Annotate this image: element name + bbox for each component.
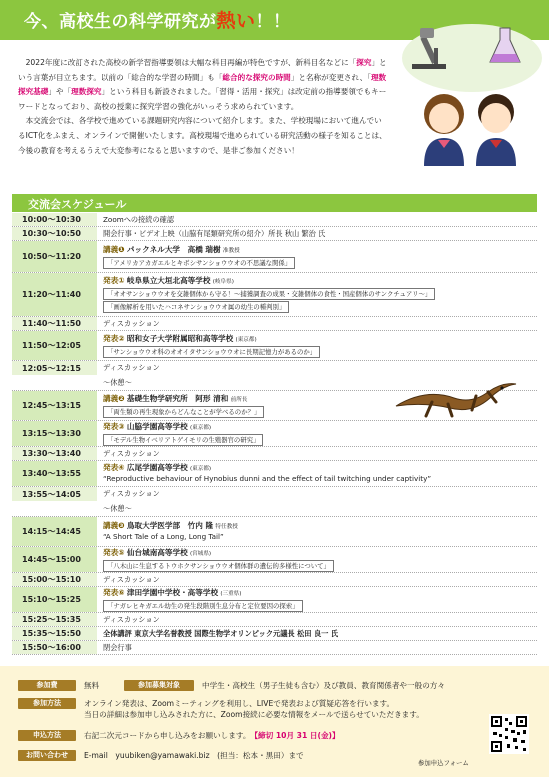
item-topic: 「ナガレヒキガエル幼生の発生段階別生息分布と定位要因の探索」 xyxy=(103,600,303,612)
contact-row xyxy=(18,750,304,761)
contact-text: E-mail yuubiken@yamawaki.biz (担当：松本・黒田）まで xyxy=(84,751,304,760)
students-illustration xyxy=(384,18,542,166)
item-text: ディスカッション xyxy=(103,448,160,458)
fee-row xyxy=(18,680,445,691)
item-body xyxy=(97,273,537,316)
method-line-1: オンライン発表は、Zoomミーティングを利用し、LIVEで発表および質疑応答を行います。 xyxy=(84,699,395,708)
item-org: 山脇学園高等学校 xyxy=(126,421,188,431)
item-topic: 「アメリカアカガエルとキボシサンショウウオの不思議な関係」 xyxy=(103,257,295,269)
schedule-row xyxy=(12,627,537,641)
intro-paragraph-2: 本交流会では、各学校で進めている課題研究内容について紹介します。また、学校現場において進んでいるICT化をふまえ、オンラインで開催いたします。高校現場で進められている研究活動の様子を知ることは、今後の教育を考えるうえで大変参考になると思いますので、是非ご参加ください！ xyxy=(18,116,387,155)
time-cell: 12:45～13:15 xyxy=(12,391,97,420)
schedule-row xyxy=(12,317,537,331)
time-cell: 11:20～11:40 xyxy=(12,273,97,316)
deadline-text: 【締切 10月 31 日(金)】 xyxy=(250,731,340,740)
item-topic: 「モデル生物イベリアトゲイモリの生殖器官の研究」 xyxy=(103,434,263,446)
break-row xyxy=(12,501,537,517)
page-title: 今、高校生の科学研究が熱い！！ xyxy=(24,10,291,32)
item-topic: 「サンショウウオ科のオオイタサンショウウオに長期記憶力があるのか」 xyxy=(103,346,320,358)
item-label: 発表② xyxy=(103,333,125,343)
time-cell: 15:00～15:10 xyxy=(12,573,97,586)
schedule-row xyxy=(12,331,537,361)
item-label: 発表④ xyxy=(103,463,125,472)
item-role: (東京都) xyxy=(189,424,212,431)
item-body xyxy=(97,331,537,360)
item-label: 講義❸ xyxy=(103,521,125,530)
fee-tag: 参加費 xyxy=(18,680,76,691)
schedule-row xyxy=(12,227,537,241)
item-org: 岐阜県立大垣北高等学校 xyxy=(126,276,211,285)
time-cell: 13:55～14:05 xyxy=(12,487,97,501)
schedule-row xyxy=(12,613,537,627)
student-boy xyxy=(476,94,516,166)
apply-row xyxy=(18,730,340,741)
time-cell: 11:40～11:50 xyxy=(12,317,97,330)
time-cell: 14:15～14:45 xyxy=(12,517,97,546)
time-cell: 15:50～16:00 xyxy=(12,641,97,654)
item-text: Zoomへの接続の確認 xyxy=(103,214,175,224)
schedule-row xyxy=(12,573,537,587)
item-text: ディスカッション xyxy=(103,574,160,584)
method-row xyxy=(18,698,424,720)
time-cell: 12:05～12:15 xyxy=(12,361,97,375)
item-body xyxy=(97,241,537,272)
item-role: 前所長 xyxy=(230,396,248,403)
item-org: 津田学園中学校・高等学校 xyxy=(126,587,219,597)
time-cell: 15:35～15:50 xyxy=(12,627,97,640)
item-text: ディスカッション xyxy=(103,489,160,498)
item-topic: 「両生類の再生現象からどんなことが学べるのか？」 xyxy=(103,406,264,418)
time-cell: 15:10～15:25 xyxy=(12,587,97,612)
schedule-row xyxy=(12,517,537,547)
item-topic-2: 「画像解析を用いたハコネサンショウウオ属の幼生の種判別」 xyxy=(103,301,289,313)
item-topic: “A Short Tale of a Long, Long Tail” xyxy=(103,532,224,541)
item-role: (東京都) xyxy=(189,466,212,472)
qr-code-icon[interactable] xyxy=(489,714,529,754)
time-cell: 14:45～15:00 xyxy=(12,547,97,572)
item-org: 昭和女子大学附属昭和高等学校 xyxy=(126,333,234,343)
schedule-row xyxy=(12,213,537,227)
apply-tag: 申込方法 xyxy=(18,730,76,741)
item-body xyxy=(97,587,537,612)
time-cell: 10:50～11:20 xyxy=(12,241,97,272)
item-role: (東京都) xyxy=(235,336,257,343)
item-text: ディスカッション xyxy=(103,318,160,328)
apply-text: 右記二次元コードから申し込みをお願いします。 xyxy=(84,731,251,740)
time-cell: 15:25～15:35 xyxy=(12,613,97,626)
intro-paragraph-1: 2022年度に改訂された高校の新学習指導要領は大幅な科目再編が特色ですが、新科目名などに「探究」という言葉が目立ちます。以前の「総合的な学習の時間」も「総合的な探究の時間」と名称が変更され、「理数探究基礎」や「理数探究」という科目も新設されました。「習得・活用・探究」は改定前の指導要領でもキーワードとなっており、高校の授業に探究学習の強化がいっそう求められています。 xyxy=(18,58,387,111)
schedule-title: 交流会スケジュール xyxy=(28,198,127,211)
item-label: 発表① xyxy=(103,276,125,285)
item-org: 基礎生物学研究所 阿形 清和 xyxy=(126,393,229,403)
method-line-2: 当日の詳細は参加申し込みされた方に、Zoom接続に必要な情報をメールで送らせていただきます。 xyxy=(84,710,424,719)
item-org: 広尾学園高等学校 xyxy=(126,463,188,472)
target-value: 中学生・高校生（男子生徒も含む）及び教員、教育関係者や一般の方々 xyxy=(202,681,445,690)
method-tag: 参加方法 xyxy=(18,698,76,709)
item-body xyxy=(97,461,537,486)
schedule-row xyxy=(12,547,537,573)
schedule-row xyxy=(12,587,537,613)
item-role: 准教授 xyxy=(222,247,240,254)
target-tag: 参加募集対象 xyxy=(124,680,194,691)
item-label: 発表⑥ xyxy=(103,587,125,597)
contact-tag: お問い合わせ xyxy=(18,750,76,761)
item-label: 発表⑤ xyxy=(103,547,125,557)
time-cell: 10:30～10:50 xyxy=(12,227,97,240)
qr-label: 参加申込フォーム xyxy=(418,759,469,767)
item-body xyxy=(97,547,537,572)
salamander-illustration xyxy=(392,372,520,430)
item-org: 鳥取大学医学部 竹内 隆 xyxy=(126,521,214,530)
item-role: (宮城県) xyxy=(189,550,212,557)
item-topic: 「八木山に生息するトウホクサンショウウオ個体群の遺伝的多様性について」 xyxy=(103,560,334,572)
student-girl xyxy=(424,94,464,166)
schedule-row xyxy=(12,273,537,317)
item-role: (三重県) xyxy=(220,590,242,597)
item-label: 講義❶ xyxy=(103,244,125,254)
item-text: 全体講評 東京大学名誉教授 国際生物学オリンピック元議長 松田 良一 氏 xyxy=(103,628,339,638)
item-org: パックネル大学 高橋 瑞樹 xyxy=(126,244,221,254)
item-text: 開会行事・ビデオ上映（山脇有尾類研究所の紹介）所長 秋山 繁治 氏 xyxy=(103,228,326,238)
schedule-header xyxy=(12,194,537,212)
item-text: ディスカッション xyxy=(103,363,160,372)
item-topic: “Reproductive behaviour of Hynobius dunni and the effect of tail twitching under captivity” xyxy=(103,474,432,483)
item-text: 閉会行事 xyxy=(103,642,132,652)
time-cell: 11:50～12:05 xyxy=(12,331,97,360)
item-label: 発表③ xyxy=(103,421,125,431)
schedule-row xyxy=(12,487,537,501)
schedule-table xyxy=(12,213,537,655)
item-body xyxy=(97,517,537,546)
item-role: (岐阜県) xyxy=(212,279,234,285)
break-text: ～休憩～ xyxy=(103,377,132,387)
item-role: 特任教授 xyxy=(215,524,238,530)
schedule-row xyxy=(12,241,537,273)
schedule-row xyxy=(12,641,537,655)
intro-text xyxy=(18,56,388,158)
schedule-row xyxy=(12,461,537,487)
time-cell: 13:40～13:55 xyxy=(12,461,97,486)
item-label: 講義❷ xyxy=(103,393,125,403)
break-text: ～休憩～ xyxy=(103,503,132,513)
time-cell: 13:15～13:30 xyxy=(12,421,97,446)
item-topic: 「オオサンショウウオを交雑個体から守る！～捕獲調査の成果・交雑個体の食性・国産個体のサンクチュアリ～」 xyxy=(103,288,435,300)
schedule-row xyxy=(12,447,537,461)
fee-value: 無料 xyxy=(84,681,100,690)
item-org: 仙台城南高等学校 xyxy=(126,547,188,557)
time-cell: 13:30～13:40 xyxy=(12,447,97,460)
time-cell: 10:00～10:30 xyxy=(12,213,97,226)
item-text: ディスカッション xyxy=(103,614,160,624)
